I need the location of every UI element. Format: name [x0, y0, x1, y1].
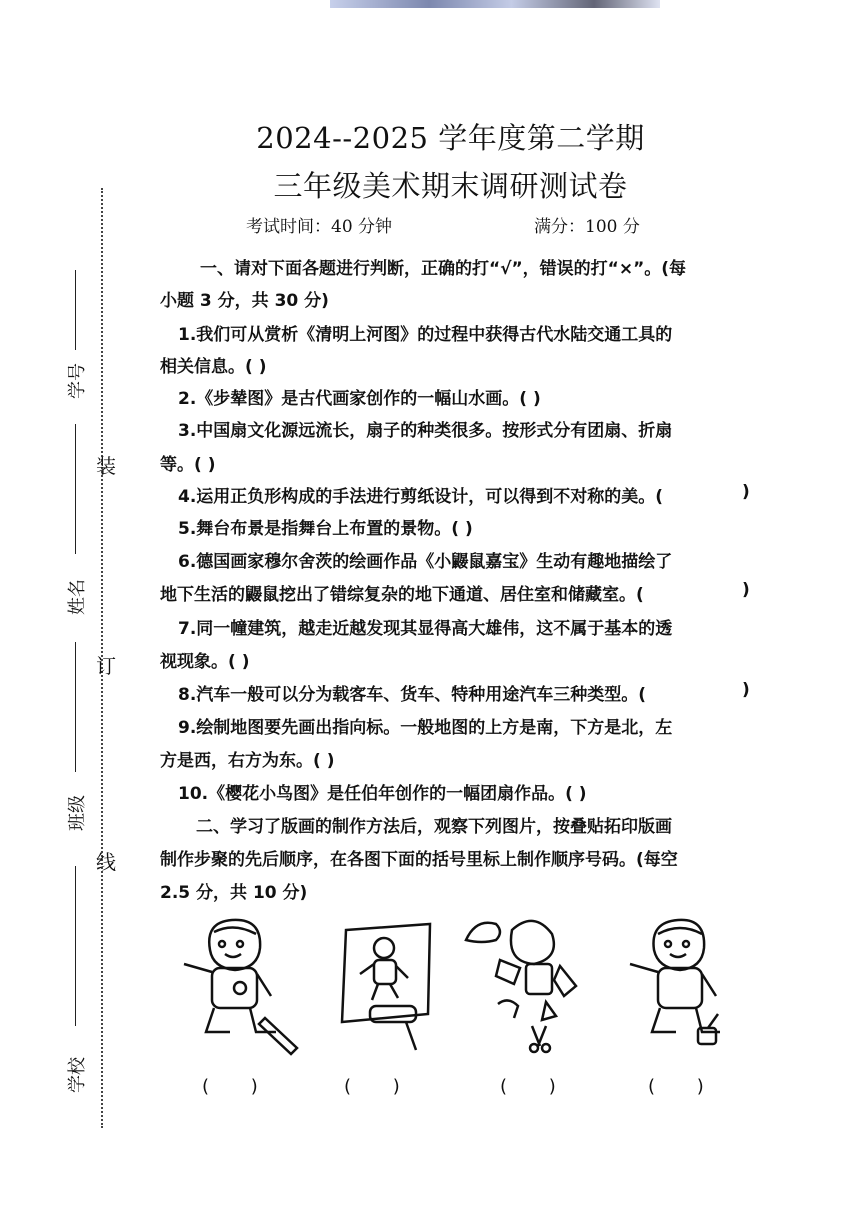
name-blank[interactable]: [75, 424, 76, 554]
question-6-cont[interactable]: 地下生活的鼹鼠挖出了错综复杂的地下通道、居住室和储藏室。(: [160, 585, 644, 605]
school-blank[interactable]: [75, 866, 76, 1026]
binding-char-ding: 订: [96, 654, 116, 678]
question-5[interactable]: 5.舞台布景是指舞台上布置的景物。( ): [178, 519, 473, 539]
question-10[interactable]: 10.《樱花小鸟图》是任伯年创作的一幅团扇作品。( ): [178, 784, 587, 804]
question-7: 7.同一幢建筑，越走近越发现其显得高大雄伟，这不属于基本的透: [178, 619, 673, 639]
section1-heading-cont: 小题 3 分，共 30 分): [160, 291, 329, 311]
class-label: 班级: [67, 795, 88, 831]
question-6-paren: ): [742, 580, 750, 600]
section2-heading-cont: 制作步聚的先后顺序，在各图下面的括号里标上制作顺序号码。(每空: [160, 850, 678, 870]
exam-time: 考试时间：40 分钟: [246, 217, 393, 237]
school-label: 学校: [67, 1057, 88, 1093]
step-drawing-figure: [170, 910, 310, 1060]
question-1: 1.我们可从赏析《清明上河图》的过程中获得古代水陆交通工具的: [178, 325, 673, 345]
question-4-paren: ): [742, 482, 750, 502]
name-label: 姓名: [67, 579, 88, 615]
section2-heading: 二、学习了版画的制作方法后，观察下列图片，按叠贴拓印版画: [196, 817, 672, 837]
exam-title-line2: 三年级美术期末调研测试卷: [273, 169, 628, 203]
question-9: 9.绘制地图要先画出指向标。一般地图的上方是南，下方是北，左: [178, 718, 673, 738]
answer-blank-4[interactable]: ( ): [648, 1076, 722, 1097]
step-cutting-pieces: [460, 910, 600, 1060]
question-3: 3.中国扇文化源远流长，扇子的种类很多。按形式分有团扇、折扇: [178, 421, 673, 441]
answer-blank-2[interactable]: ( ): [344, 1076, 418, 1097]
question-8-paren: ): [742, 680, 750, 700]
student-id-blank[interactable]: [75, 270, 76, 350]
section2-heading-cont2: 2.5 分，共 10 分): [160, 883, 308, 903]
question-9-cont[interactable]: 方是西，右方为东。( ): [160, 751, 335, 771]
binding-char-zhuang: 装: [96, 454, 116, 478]
question-8[interactable]: 8.汽车一般可以分为载客车、货车、特种用途汽车三种类型。(: [178, 685, 647, 705]
class-blank[interactable]: [75, 642, 76, 772]
question-4[interactable]: 4.运用正负形构成的手法进行剪纸设计，可以得到不对称的美。(: [178, 487, 664, 507]
question-3-cont[interactable]: 等。( ): [160, 455, 216, 475]
step-rolling-figure: [318, 910, 458, 1060]
section1-heading: 一、请对下面各题进行判断，正确的打“√”，错误的打“×”。(每: [200, 259, 687, 279]
scan-artifact: [330, 0, 660, 8]
question-6: 6.德国画家穆尔舍茨的绘画作品《小鼹鼠嘉宝》生动有趣地描绘了: [178, 552, 673, 572]
question-2[interactable]: 2.《步辇图》是古代画家创作的一幅山水画。( ): [178, 389, 541, 409]
binding-char-xian: 线: [96, 850, 116, 874]
answer-blank-3[interactable]: ( ): [500, 1076, 574, 1097]
question-7-cont[interactable]: 视现象。( ): [160, 652, 250, 672]
question-1-cont[interactable]: 相关信息。( ): [160, 357, 267, 377]
answer-blank-1[interactable]: ( ): [202, 1076, 276, 1097]
full-score: 满分：100 分: [534, 217, 640, 237]
exam-title-line1: 2024--2025 学年度第二学期: [256, 121, 645, 155]
step-printed-figure: [616, 910, 756, 1060]
student-id-label: 学号: [67, 363, 88, 399]
